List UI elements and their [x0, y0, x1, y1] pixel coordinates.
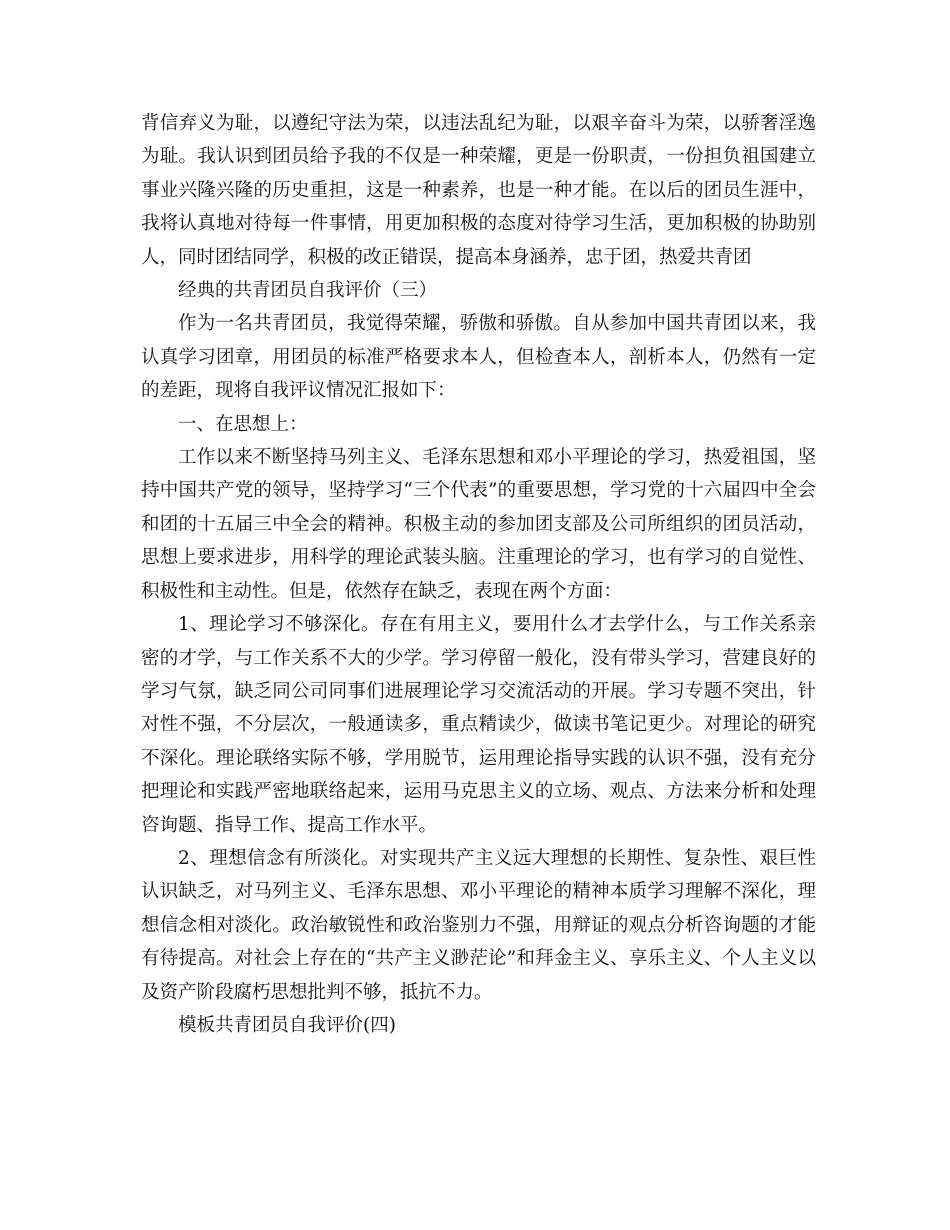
paragraph-continuation: 背信弃义为耻，以遵纪守法为荣，以违法乱纪为耻，以艰辛奋斗为荣，以骄奢淫逸为耻。我认识到团员给予我的不仅是一种荣耀，更是一份职责，一份担负祖国建立事业兴隆兴隆的历史重担，这是一种素养，也是一种才能。在以后的团员生涯中，我将认真地对待每一件事情，用更加积极的态度对待学习生活，更加积极的协助别人，同时团结同学，积极的改正错误，提高本身涵养，忠于团，热爱共青团 — [141, 113, 816, 268]
paragraph-point-one: 1、理论学习不够深化。存在有用主义，要用什么才去学什么，与工作关系亲密的才学，与工作关系不大的少学。学习停留一般化，没有带头学习，营建良好的学习气氛，缺乏同公司同事们进展理论学习交流活动的开展。学习专题不突出，针对性不强，不分层次，一般通读多，重点精读少，做读书笔记更少。对理论的研究不深化。理论联络实际不够，学用脱节，运用理论指导实践的认识不强，没有充分把理论和实践严密地联络起来，运用马克思主义的立场、观点、方法来分析和处理咨询题、指导工作、提高工作水平。 — [141, 614, 816, 836]
document-page — [141, 107, 816, 1042]
paragraph-point-two: 2、理想信念有所淡化。对实现共产主义远大理想的长期性、复杂性、艰巨性认识缺乏，对马列主义、毛泽东思想、邓小平理论的精神本质学习理解不深化，理想信念相对淡化。政治敏锐性和政治鉴别力不强，用辩证的观点分析咨询题的才能有待提高。对社会上存在的“共产主义渺茫论”和拜金主义、享乐主义、个人主义以及资产阶段腐朽思想批判不够，抵抗不力。 — [141, 847, 816, 1003]
paragraph-thought: 工作以来不断坚持马列主义、毛泽东思想和邓小平理论的学习，热爱祖国，坚持中国共产党的领导，坚持学习“三个代表”的重要思想，学习党的十六届四中全会和团的十五届三中全会的精神。积极主动的参加团支部及公司所组织的团员活动，思想上要求进步，用科学的理论武装头脑。注重理论的学习，也有学习的自觉性、积极性和主动性。但是，依然存在缺乏，表现在两个方面： — [141, 447, 816, 602]
section-heading-four: 模板共青团员自我评价(四) — [178, 1014, 396, 1036]
subheading-thought: 一、在思想上： — [178, 413, 308, 435]
paragraph-intro: 作为一名共青团员，我觉得荣耀，骄傲和骄傲。自从参加中国共青团以来，我认真学习团章，用团员的标准严格要求本人，但检查本人，剖析本人，仍然有一定的差距，现将自我评议情况汇报如下： — [141, 313, 816, 402]
section-heading-three: 经典的共青团员自我评价（三） — [178, 280, 438, 302]
